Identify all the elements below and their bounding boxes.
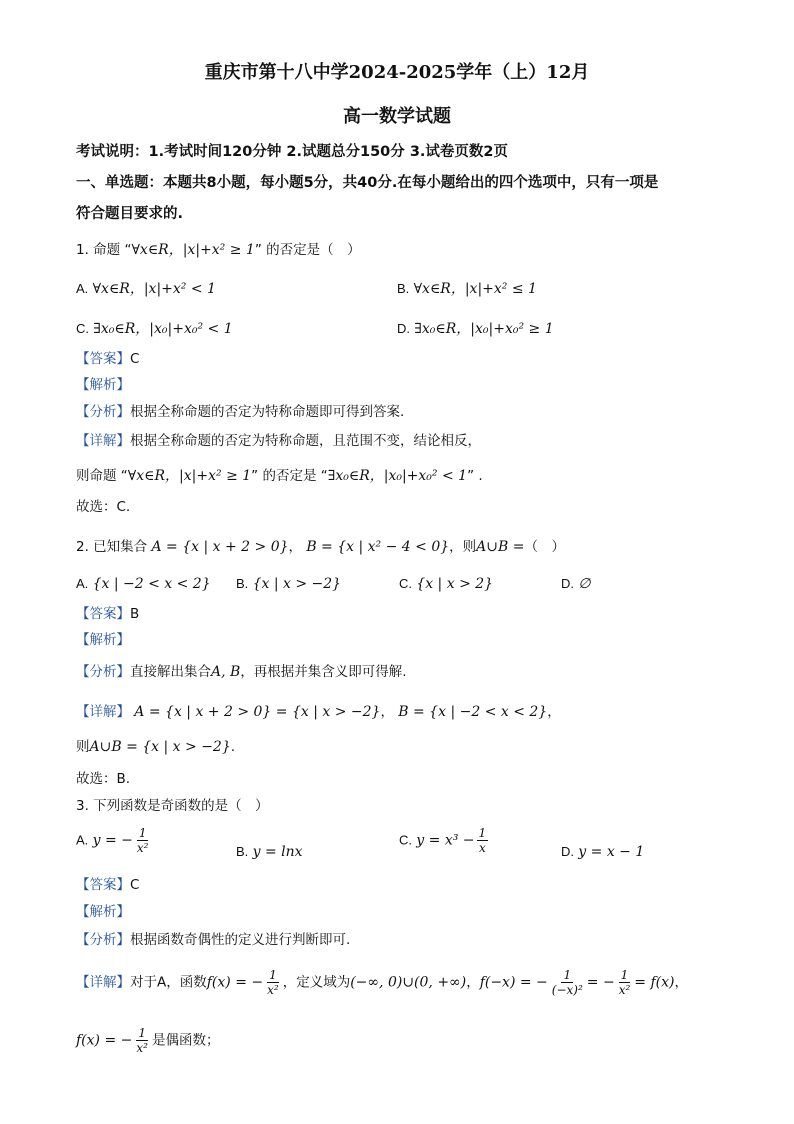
q1-option-b (397, 278, 537, 298)
q1-fenxi-tag: 【分析】 (76, 404, 130, 420)
q3-xiangjie-eq-end: = f(x) (634, 974, 675, 991)
q1-option-c (76, 318, 233, 338)
q3-xiangjie-eq: = − (586, 974, 615, 991)
q2-set-b: B = {x | x² − 4 < 0} (306, 539, 450, 555)
q1-xiangjie-tag: 【详解】 (76, 433, 130, 449)
q1-conclusion-post: ” . (467, 468, 483, 484)
q2-stem (76, 537, 565, 557)
q3-xiangjie-end: ， (674, 974, 688, 991)
q1-stem-post: ” 的否定是（ ） (254, 242, 361, 258)
q2-union: A∪B = (476, 539, 525, 555)
q3-option-a-num: 1 (138, 826, 147, 840)
q3-option-c-label: C. (399, 832, 412, 848)
q3-option-c-fraction (477, 826, 489, 855)
q2-option-b (236, 576, 341, 592)
q1-conclusion-math1: ∀x∈R，|x|+x² ≥ 1 (127, 468, 252, 484)
q1-choose: 故选：C. (76, 499, 131, 515)
q2-xiangjie-tag: 【详解】 (76, 704, 130, 720)
q3-xiangjie-domain: (−∞, 0)∪(0, +∞) (350, 974, 467, 991)
q2-fenxi (76, 662, 407, 682)
q2-option-a-label: A. (76, 576, 89, 591)
q2-option-b-label: B. (236, 576, 249, 591)
q1-stem (76, 240, 361, 260)
q2-fenxi-post: ，再根据并集含义即可得解. (240, 664, 407, 680)
q2-option-d-label: D. (561, 576, 574, 591)
q3-xiangjie-eq-fraction (617, 968, 633, 997)
q3-last-den: x² (136, 1041, 148, 1055)
q1-option-b-text: ∀x∈R，|x|+x² ≤ 1 (413, 281, 537, 297)
q1-conclusion (76, 466, 483, 486)
q1-fenxi (76, 402, 404, 422)
q3-option-a-fraction (135, 826, 151, 855)
q1-answer (76, 349, 139, 369)
q3-xiangjie-fneg-num: 1 (563, 968, 572, 982)
q2-option-a (76, 576, 211, 592)
q1-conclusion-math2: ∃x₀∈R，|x₀|+x₀² < 1 (327, 468, 468, 484)
q3-last-num: 1 (138, 1026, 146, 1040)
q3-xiangjie-comma: ， (466, 974, 480, 991)
q1-option-c-label: C. (76, 321, 89, 336)
exam-notes: 考试说明：1.考试时间120分钟 2.试题总分150分 3.试卷页数2页 (76, 144, 509, 160)
q2-conclusion-pre: 则 (76, 739, 90, 755)
q3-option-a (76, 826, 152, 855)
q1-jiexi-tag: 【解析】 (76, 377, 130, 393)
q3-xiangjie-domain-pre: ，定义域为 (282, 974, 351, 991)
q3-last-line (76, 1026, 219, 1055)
section-heading-line2: 符合题目要求的. (76, 206, 184, 222)
exam-subtitle: 高一数学试题 (343, 106, 451, 127)
q2-xiangjie: 【详解】 A = {x | x + 2 > 0} = {x | x > −2}， B = {x | −2 < x < 2}， (76, 704, 561, 720)
q1-option-a-text: ∀x∈R，|x|+x² < 1 (92, 281, 216, 297)
q1-option-a (76, 278, 216, 298)
q3-option-b-label: B. (236, 844, 249, 859)
q1-xiangjie-text: 根据全称命题的否定为特称命题，且范围不变，结论相反， (130, 433, 481, 449)
q2-fenxi-pre: 直接解出集合 (130, 664, 211, 680)
q2-answer-value: B (130, 606, 140, 622)
q3-last-post: 是偶函数； (151, 1032, 220, 1049)
q2-jiexi-tag: 【解析】 (76, 632, 130, 648)
q2-xiangjie-math1: A = {x | x + 2 > 0} = {x | x > −2} (134, 704, 381, 720)
q3-option-a-den: x² (136, 841, 149, 855)
q3-option-b-text: y = lnx (252, 844, 303, 860)
q3-fenxi (76, 930, 350, 950)
q3-option-c-pre: y = x³ − (416, 832, 475, 849)
q1-conclusion-pre: 则命题 “ (76, 468, 128, 484)
q2-choose: 故选：B. (76, 771, 131, 787)
q1-option-c-text: ∃x₀∈R，|x₀|+x₀² < 1 (93, 321, 233, 337)
q3-xiangjie-f: f(x) = − (206, 974, 264, 991)
q3-xiangjie-fneg-fraction (550, 968, 585, 997)
exam-title: 重庆市第十八中学2024-2025学年（上）12月 (204, 62, 590, 83)
q2-sep: ， (288, 539, 303, 555)
q3-xiangjie-f-num: 1 (269, 968, 277, 982)
q3-fenxi-text: 根据函数奇偶性的定义进行判断即可. (130, 932, 351, 948)
q2-option-c-label: C. (399, 576, 412, 591)
q3-option-b (236, 844, 303, 860)
q1-option-a-label: A. (76, 281, 89, 296)
q1-answer-tag: 【答案】 (76, 351, 130, 367)
q3-xiangjie-tag: 【详解】 (76, 974, 130, 991)
q3-fenxi-tag: 【分析】 (76, 932, 130, 948)
q2-option-c-text: {x | x > 2} (416, 576, 494, 592)
q2-answer (76, 604, 139, 624)
q2-stem-pre: 2. 已知集合 (76, 539, 148, 555)
q3-xiangjie-fneg-den: (−x)² (551, 983, 583, 997)
q3-xiangjie-pre: 对于A，函数 (130, 974, 207, 991)
q2-option-c (399, 576, 493, 592)
q1-answer-value: C (130, 351, 140, 367)
q1-option-d (397, 318, 554, 338)
q3-last-fraction (134, 1026, 150, 1055)
q2-option-d-text: ∅ (578, 576, 591, 592)
q2-option-d (561, 576, 591, 592)
q3-xiangjie-eq-num: 1 (620, 968, 629, 982)
q3-answer (76, 875, 139, 895)
q2-set-a: A = {x | x + 2 > 0} (151, 539, 289, 555)
q2-fenxi-tag: 【分析】 (76, 664, 130, 680)
q1-option-b-label: B. (397, 281, 410, 296)
q3-jiexi-tag: 【解析】 (76, 904, 130, 920)
q2-option-b-text: {x | x > −2} (252, 576, 342, 592)
q3-option-a-label: A. (76, 832, 89, 848)
q1-option-d-text: ∃x₀∈R，|x₀|+x₀² ≥ 1 (414, 321, 554, 337)
q3-option-d-text: y = x − 1 (578, 844, 645, 860)
q2-conclusion-post: . (230, 739, 236, 755)
q3-answer-tag: 【答案】 (76, 877, 130, 893)
q3-option-c-num: 1 (478, 826, 487, 840)
q1-xiangjie (76, 431, 481, 451)
q3-xiangjie-f-den: x² (267, 983, 279, 997)
q3-xiangjie (76, 968, 688, 997)
q2-answer-tag: 【答案】 (76, 606, 130, 622)
q1-fenxi-text: 根据全称命题的否定为特称命题即可得到答案. (130, 404, 405, 420)
q3-option-d-label: D. (561, 844, 574, 859)
q1-conclusion-mid: ” 的否定是 “ (251, 468, 328, 484)
q2-stem-post-a: ，则 (449, 539, 477, 555)
q2-option-a-text: {x | −2 < x < 2} (92, 576, 211, 592)
q1-option-d-label: D. (397, 321, 410, 336)
q2-stem-post-b: （ ） (524, 539, 565, 555)
q2-fenxi-math: A, B (211, 664, 241, 680)
q3-xiangjie-f-fraction (265, 968, 281, 997)
q3-last-f: f(x) = − (76, 1032, 133, 1049)
q3-stem: 3. 下列函数是奇函数的是（ ） (76, 798, 269, 814)
q3-option-d (561, 844, 644, 860)
q2-xiangjie-end: ， (547, 704, 561, 720)
q1-stem-math: ∀x∈R，|x|+x² ≥ 1 (131, 242, 255, 258)
q3-option-c-den: x (478, 841, 486, 855)
q2-conclusion (76, 737, 235, 757)
q3-xiangjie-eq-den: x² (618, 983, 631, 997)
q2-conclusion-math: A∪B = {x | x > −2} (89, 739, 231, 755)
section-heading-line1: 一、单选题：本题共8小题，每小题5分，共40分.在每小题给出的四个选项中，只有一项是 (76, 175, 659, 191)
q3-option-a-pre: y = − (92, 832, 133, 849)
q3-answer-value: C (130, 877, 140, 893)
q1-stem-pre: 1. 命题 “ (76, 242, 132, 258)
q3-xiangjie-fneg: f(−x) = − (479, 974, 548, 991)
q2-xiangjie-math2: B = {x | −2 < x < 2} (398, 704, 548, 720)
q3-option-c (399, 826, 490, 855)
